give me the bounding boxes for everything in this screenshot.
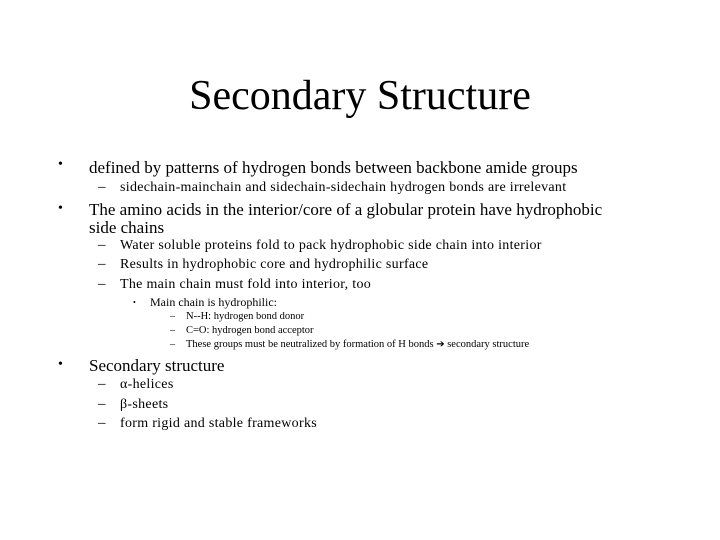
sub-item-beta-sheets: β-sheets [120, 397, 169, 412]
sub-item-hydrophobic-core: Results in hydrophobic core and hydrophilic surface [120, 257, 429, 272]
bullet-marker: • [58, 157, 63, 172]
dash-marker: – [98, 415, 106, 431]
dash-marker: – [98, 276, 106, 292]
dash-marker: – [170, 311, 175, 322]
sub-item-water-soluble: Water soluble proteins fold to pack hydrophobic side chain into interior [120, 238, 542, 253]
dash-marker: – [170, 339, 175, 350]
sub-sub-item-hydrophilic: Main chain is hydrophilic: [150, 295, 277, 309]
level4-item-co-acceptor: C=O: hydrogen bond acceptor [186, 325, 314, 336]
sub-item-sidechain: sidechain-mainchain and sidechain-sidechain hydrogen bonds are irrelevant [120, 180, 567, 195]
bullet-marker: • [58, 357, 63, 372]
dash-marker: – [170, 325, 175, 336]
level4-item-nh-donor: N--H: hydrogen bond donor [186, 311, 305, 322]
slide-title: Secondary Structure [189, 73, 531, 119]
sub-item-main-chain-fold: The main chain must fold into interior, too [120, 277, 372, 292]
sub-item-frameworks: form rigid and stable frameworks [120, 416, 317, 431]
sub-item-alpha-helices: α-helices [120, 377, 174, 392]
bullet-marker: • [58, 201, 63, 216]
bullet-interior-core-line2: side chains [89, 218, 165, 237]
bullet-secondary-structure: Secondary structure [89, 356, 225, 375]
level4-item-neutralized [186, 339, 529, 350]
dash-marker: – [98, 256, 106, 272]
bullet-interior-core-line1: The amino acids in the interior/core of a globular protein have hydrophobic [89, 200, 603, 219]
secondary-structure-text: secondary structure [447, 339, 530, 350]
neutralized-text: These groups must be neutralized by formation of H bonds [186, 339, 434, 350]
dash-marker: – [98, 376, 106, 392]
dash-marker: – [98, 396, 106, 412]
dash-marker: – [98, 237, 106, 253]
right-arrow-icon: ➔ [436, 339, 445, 350]
bullet-hydrogen-bonds: defined by patterns of hydrogen bonds between backbone amide groups [89, 158, 578, 177]
bullet-marker: • [133, 298, 136, 307]
dash-marker: – [98, 179, 106, 195]
